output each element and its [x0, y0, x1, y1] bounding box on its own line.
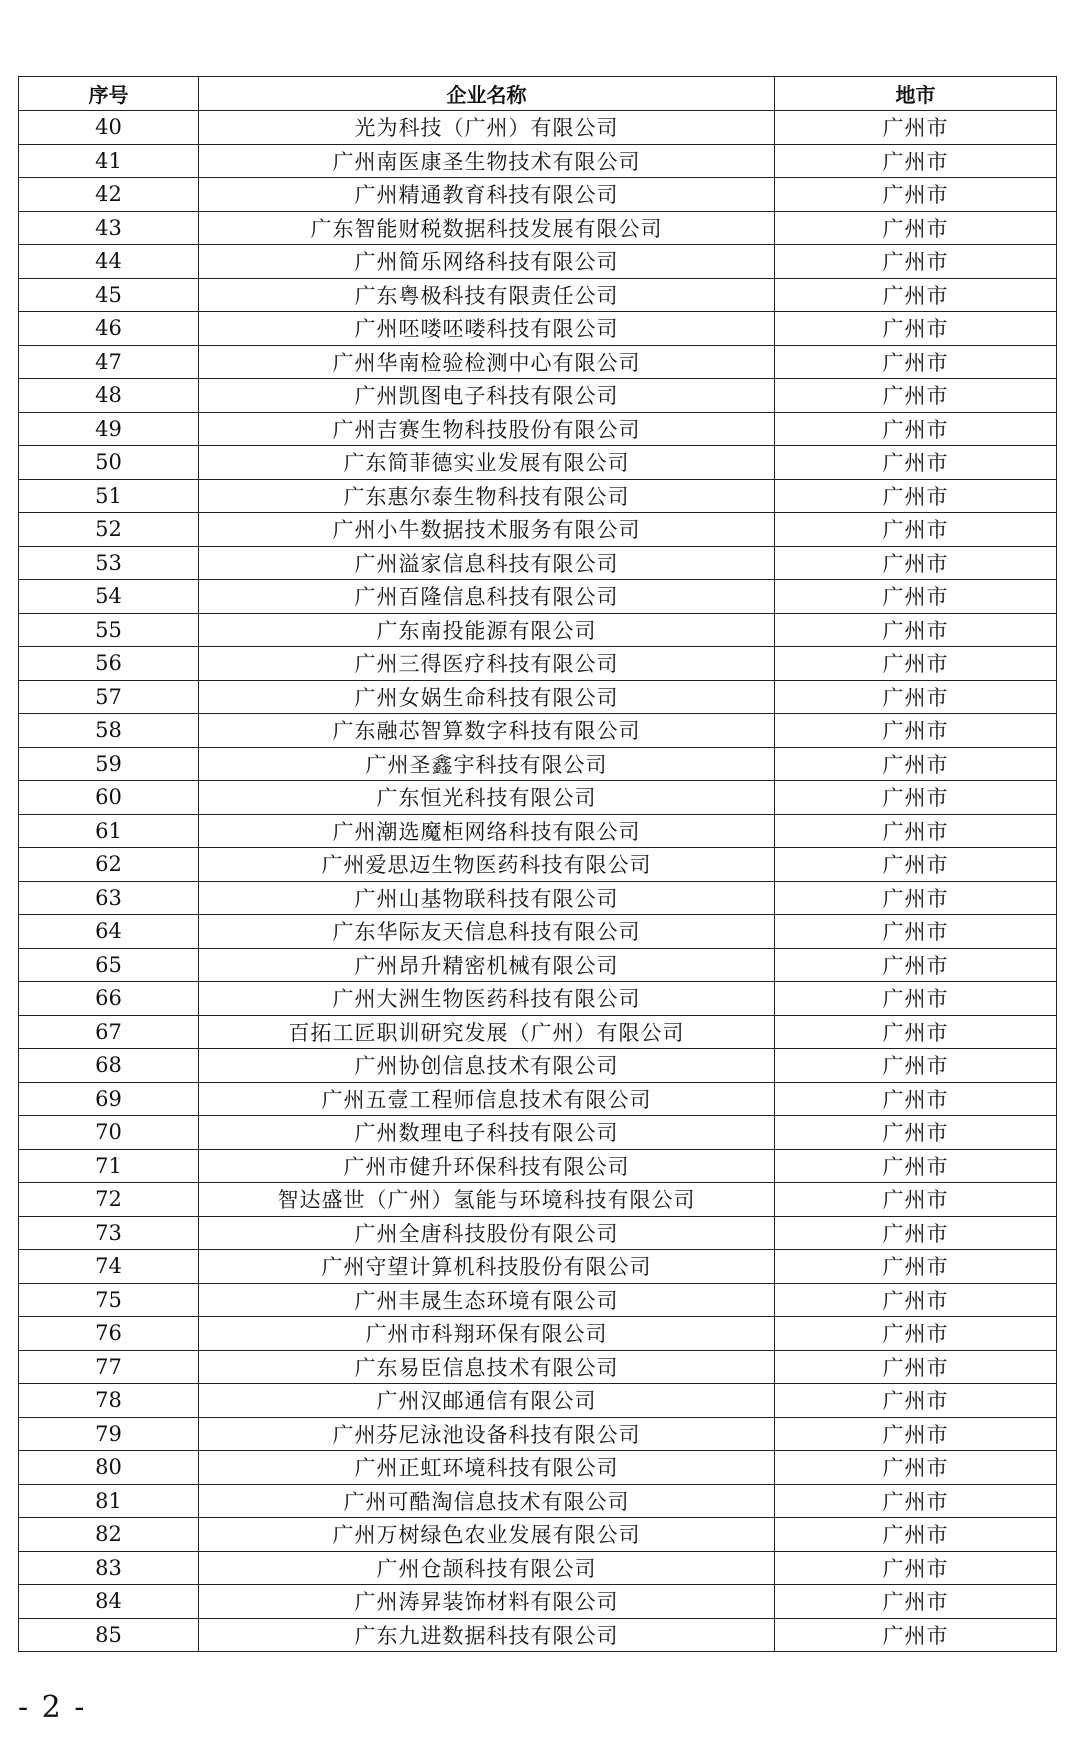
table-row: [19, 814, 1057, 848]
row-city: 广州市: [775, 1216, 1057, 1250]
row-company-name: 光为科技（广州）有限公司: [199, 111, 775, 145]
row-city: 广州市: [775, 446, 1057, 480]
row-city: 广州市: [775, 948, 1057, 982]
table-body: [19, 111, 1057, 1652]
row-city: 广州市: [775, 1283, 1057, 1317]
row-company-name: 广州昂升精密机械有限公司: [199, 948, 775, 982]
row-company-name: 广东融芯智算数字科技有限公司: [199, 714, 775, 748]
table-row: [19, 245, 1057, 279]
table-row: [19, 446, 1057, 480]
row-company-name: 广州华南检验检测中心有限公司: [199, 345, 775, 379]
row-index: 53: [19, 546, 199, 580]
row-company-name: 广州圣鑫宇科技有限公司: [199, 747, 775, 781]
table-row: [19, 111, 1057, 145]
row-company-name: 广东粤极科技有限责任公司: [199, 278, 775, 312]
table-row: [19, 144, 1057, 178]
row-company-name: 广州精通教育科技有限公司: [199, 178, 775, 212]
table-row: [19, 278, 1057, 312]
row-city: 广州市: [775, 915, 1057, 949]
row-company-name: 广东南投能源有限公司: [199, 613, 775, 647]
row-index: 79: [19, 1417, 199, 1451]
row-index: 65: [19, 948, 199, 982]
row-city: 广州市: [775, 1585, 1057, 1619]
row-company-name: 广东惠尔泰生物科技有限公司: [199, 479, 775, 513]
table-row: [19, 1551, 1057, 1585]
row-company-name: 广州芬尼泳池设备科技有限公司: [199, 1417, 775, 1451]
row-company-name: 广州市健升环保科技有限公司: [199, 1149, 775, 1183]
row-city: 广州市: [775, 580, 1057, 614]
table-row: [19, 1451, 1057, 1485]
row-company-name: 广州五壹工程师信息技术有限公司: [199, 1082, 775, 1116]
row-index: 77: [19, 1350, 199, 1384]
row-index: 73: [19, 1216, 199, 1250]
table-row: [19, 1149, 1057, 1183]
table-row: [19, 580, 1057, 614]
row-index: 47: [19, 345, 199, 379]
row-city: 广州市: [775, 1116, 1057, 1150]
row-city: 广州市: [775, 848, 1057, 882]
row-company-name: 广州丰晟生态环境有限公司: [199, 1283, 775, 1317]
row-index: 48: [19, 379, 199, 413]
row-index: 64: [19, 915, 199, 949]
row-city: 广州市: [775, 1082, 1057, 1116]
row-company-name: 广州凯图电子科技有限公司: [199, 379, 775, 413]
table-row: [19, 1116, 1057, 1150]
table-row: [19, 513, 1057, 547]
table-row: [19, 1585, 1057, 1619]
enterprise-list-table: [18, 76, 1057, 1652]
row-city: 广州市: [775, 1384, 1057, 1418]
row-index: 81: [19, 1484, 199, 1518]
row-city: 广州市: [775, 513, 1057, 547]
row-company-name: 广州可酷淘信息技术有限公司: [199, 1484, 775, 1518]
row-index: 70: [19, 1116, 199, 1150]
row-index: 42: [19, 178, 199, 212]
row-company-name: 广州正虹环境科技有限公司: [199, 1451, 775, 1485]
row-company-name: 广东智能财税数据科技发展有限公司: [199, 211, 775, 245]
row-index: 63: [19, 881, 199, 915]
table-row: [19, 714, 1057, 748]
row-company-name: 广州仓颉科技有限公司: [199, 1551, 775, 1585]
row-index: 41: [19, 144, 199, 178]
row-city: 广州市: [775, 479, 1057, 513]
row-index: 44: [19, 245, 199, 279]
row-city: 广州市: [775, 1317, 1057, 1351]
row-city: 广州市: [775, 1049, 1057, 1083]
row-company-name: 广州市科翔环保有限公司: [199, 1317, 775, 1351]
row-company-name: 广州小牛数据技术服务有限公司: [199, 513, 775, 547]
row-city: 广州市: [775, 814, 1057, 848]
row-index: 61: [19, 814, 199, 848]
table-row: [19, 379, 1057, 413]
row-company-name: 广东恒光科技有限公司: [199, 781, 775, 815]
page-number: - 2 -: [18, 1690, 87, 1725]
row-index: 62: [19, 848, 199, 882]
row-city: 广州市: [775, 412, 1057, 446]
row-company-name: 广州女娲生命科技有限公司: [199, 680, 775, 714]
table-row: [19, 1618, 1057, 1652]
row-index: 57: [19, 680, 199, 714]
row-company-name: 广州大洲生物医药科技有限公司: [199, 982, 775, 1016]
row-company-name: 广州溢家信息科技有限公司: [199, 546, 775, 580]
table-row: [19, 647, 1057, 681]
table-row: [19, 747, 1057, 781]
table-row: [19, 479, 1057, 513]
row-city: 广州市: [775, 781, 1057, 815]
row-company-name: 广州呸喽呸喽科技有限公司: [199, 312, 775, 346]
table-row: [19, 680, 1057, 714]
header-company-name: 企业名称: [199, 77, 775, 111]
row-index: 46: [19, 312, 199, 346]
row-city: 广州市: [775, 379, 1057, 413]
row-company-name: 广州守望计算机科技股份有限公司: [199, 1250, 775, 1284]
row-company-name: 广州南医康圣生物技术有限公司: [199, 144, 775, 178]
row-city: 广州市: [775, 211, 1057, 245]
table-row: [19, 1484, 1057, 1518]
table-row: [19, 848, 1057, 882]
row-index: 84: [19, 1585, 199, 1619]
row-index: 45: [19, 278, 199, 312]
row-index: 40: [19, 111, 199, 145]
row-company-name: 广州万树绿色农业发展有限公司: [199, 1518, 775, 1552]
row-company-name: 广州潮选魔柜网络科技有限公司: [199, 814, 775, 848]
table-row: [19, 982, 1057, 1016]
row-index: 51: [19, 479, 199, 513]
table-row: [19, 546, 1057, 580]
row-index: 58: [19, 714, 199, 748]
row-city: 广州市: [775, 1250, 1057, 1284]
row-city: 广州市: [775, 144, 1057, 178]
row-company-name: 广州简乐网络科技有限公司: [199, 245, 775, 279]
row-index: 59: [19, 747, 199, 781]
row-index: 68: [19, 1049, 199, 1083]
table-row: [19, 881, 1057, 915]
table-row: [19, 1216, 1057, 1250]
header-index: 序号: [19, 77, 199, 111]
row-company-name: 广州全唐科技股份有限公司: [199, 1216, 775, 1250]
table-row: [19, 1049, 1057, 1083]
row-city: 广州市: [775, 1417, 1057, 1451]
row-city: 广州市: [775, 1618, 1057, 1652]
table-row: [19, 1283, 1057, 1317]
row-city: 广州市: [775, 1350, 1057, 1384]
row-index: 66: [19, 982, 199, 1016]
row-city: 广州市: [775, 881, 1057, 915]
row-index: 56: [19, 647, 199, 681]
row-city: 广州市: [775, 278, 1057, 312]
table-row: [19, 1082, 1057, 1116]
row-city: 广州市: [775, 1149, 1057, 1183]
table-row: [19, 1183, 1057, 1217]
header-city: 地市: [775, 77, 1057, 111]
row-city: 广州市: [775, 1484, 1057, 1518]
row-company-name: 广东九进数据科技有限公司: [199, 1618, 775, 1652]
row-index: 49: [19, 412, 199, 446]
row-company-name: 智达盛世（广州）氢能与环境科技有限公司: [199, 1183, 775, 1217]
row-index: 76: [19, 1317, 199, 1351]
row-city: 广州市: [775, 1518, 1057, 1552]
table-row: [19, 1015, 1057, 1049]
table-row: [19, 178, 1057, 212]
row-city: 广州市: [775, 714, 1057, 748]
table-row: [19, 781, 1057, 815]
row-index: 78: [19, 1384, 199, 1418]
table-row: [19, 211, 1057, 245]
row-index: 80: [19, 1451, 199, 1485]
row-index: 67: [19, 1015, 199, 1049]
table-row: [19, 948, 1057, 982]
row-company-name: 广州涛昇装饰材料有限公司: [199, 1585, 775, 1619]
row-city: 广州市: [775, 647, 1057, 681]
row-city: 广州市: [775, 1015, 1057, 1049]
row-company-name: 广州数理电子科技有限公司: [199, 1116, 775, 1150]
row-company-name: 广州吉赛生物科技股份有限公司: [199, 412, 775, 446]
row-company-name: 广东华际友天信息科技有限公司: [199, 915, 775, 949]
row-city: 广州市: [775, 1451, 1057, 1485]
row-city: 广州市: [775, 245, 1057, 279]
table-row: [19, 1384, 1057, 1418]
table-row: [19, 915, 1057, 949]
header-row: [19, 77, 1057, 111]
row-index: 69: [19, 1082, 199, 1116]
table-header: [19, 77, 1057, 111]
row-index: 54: [19, 580, 199, 614]
row-city: 广州市: [775, 546, 1057, 580]
row-index: 82: [19, 1518, 199, 1552]
row-city: 广州市: [775, 178, 1057, 212]
row-index: 55: [19, 613, 199, 647]
table-row: [19, 1317, 1057, 1351]
row-index: 52: [19, 513, 199, 547]
row-company-name: 广州三得医疗科技有限公司: [199, 647, 775, 681]
row-index: 74: [19, 1250, 199, 1284]
row-company-name: 广州协创信息技术有限公司: [199, 1049, 775, 1083]
row-city: 广州市: [775, 680, 1057, 714]
table-row: [19, 412, 1057, 446]
row-index: 71: [19, 1149, 199, 1183]
table-row: [19, 613, 1057, 647]
row-company-name: 百拓工匠职训研究发展（广州）有限公司: [199, 1015, 775, 1049]
table-row: [19, 1417, 1057, 1451]
row-index: 85: [19, 1618, 199, 1652]
row-city: 广州市: [775, 613, 1057, 647]
row-index: 75: [19, 1283, 199, 1317]
table-row: [19, 312, 1057, 346]
row-city: 广州市: [775, 982, 1057, 1016]
row-index: 72: [19, 1183, 199, 1217]
row-company-name: 广州汉邮通信有限公司: [199, 1384, 775, 1418]
table-row: [19, 1250, 1057, 1284]
row-company-name: 广东易臣信息技术有限公司: [199, 1350, 775, 1384]
row-index: 60: [19, 781, 199, 815]
row-index: 50: [19, 446, 199, 480]
table-row: [19, 345, 1057, 379]
row-city: 广州市: [775, 111, 1057, 145]
row-city: 广州市: [775, 1551, 1057, 1585]
row-company-name: 广州山基物联科技有限公司: [199, 881, 775, 915]
table-row: [19, 1350, 1057, 1384]
row-index: 43: [19, 211, 199, 245]
row-company-name: 广州爱思迈生物医药科技有限公司: [199, 848, 775, 882]
row-company-name: 广州百隆信息科技有限公司: [199, 580, 775, 614]
row-city: 广州市: [775, 747, 1057, 781]
row-index: 83: [19, 1551, 199, 1585]
table-row: [19, 1518, 1057, 1552]
row-company-name: 广东简菲德实业发展有限公司: [199, 446, 775, 480]
row-city: 广州市: [775, 312, 1057, 346]
row-city: 广州市: [775, 345, 1057, 379]
row-city: 广州市: [775, 1183, 1057, 1217]
